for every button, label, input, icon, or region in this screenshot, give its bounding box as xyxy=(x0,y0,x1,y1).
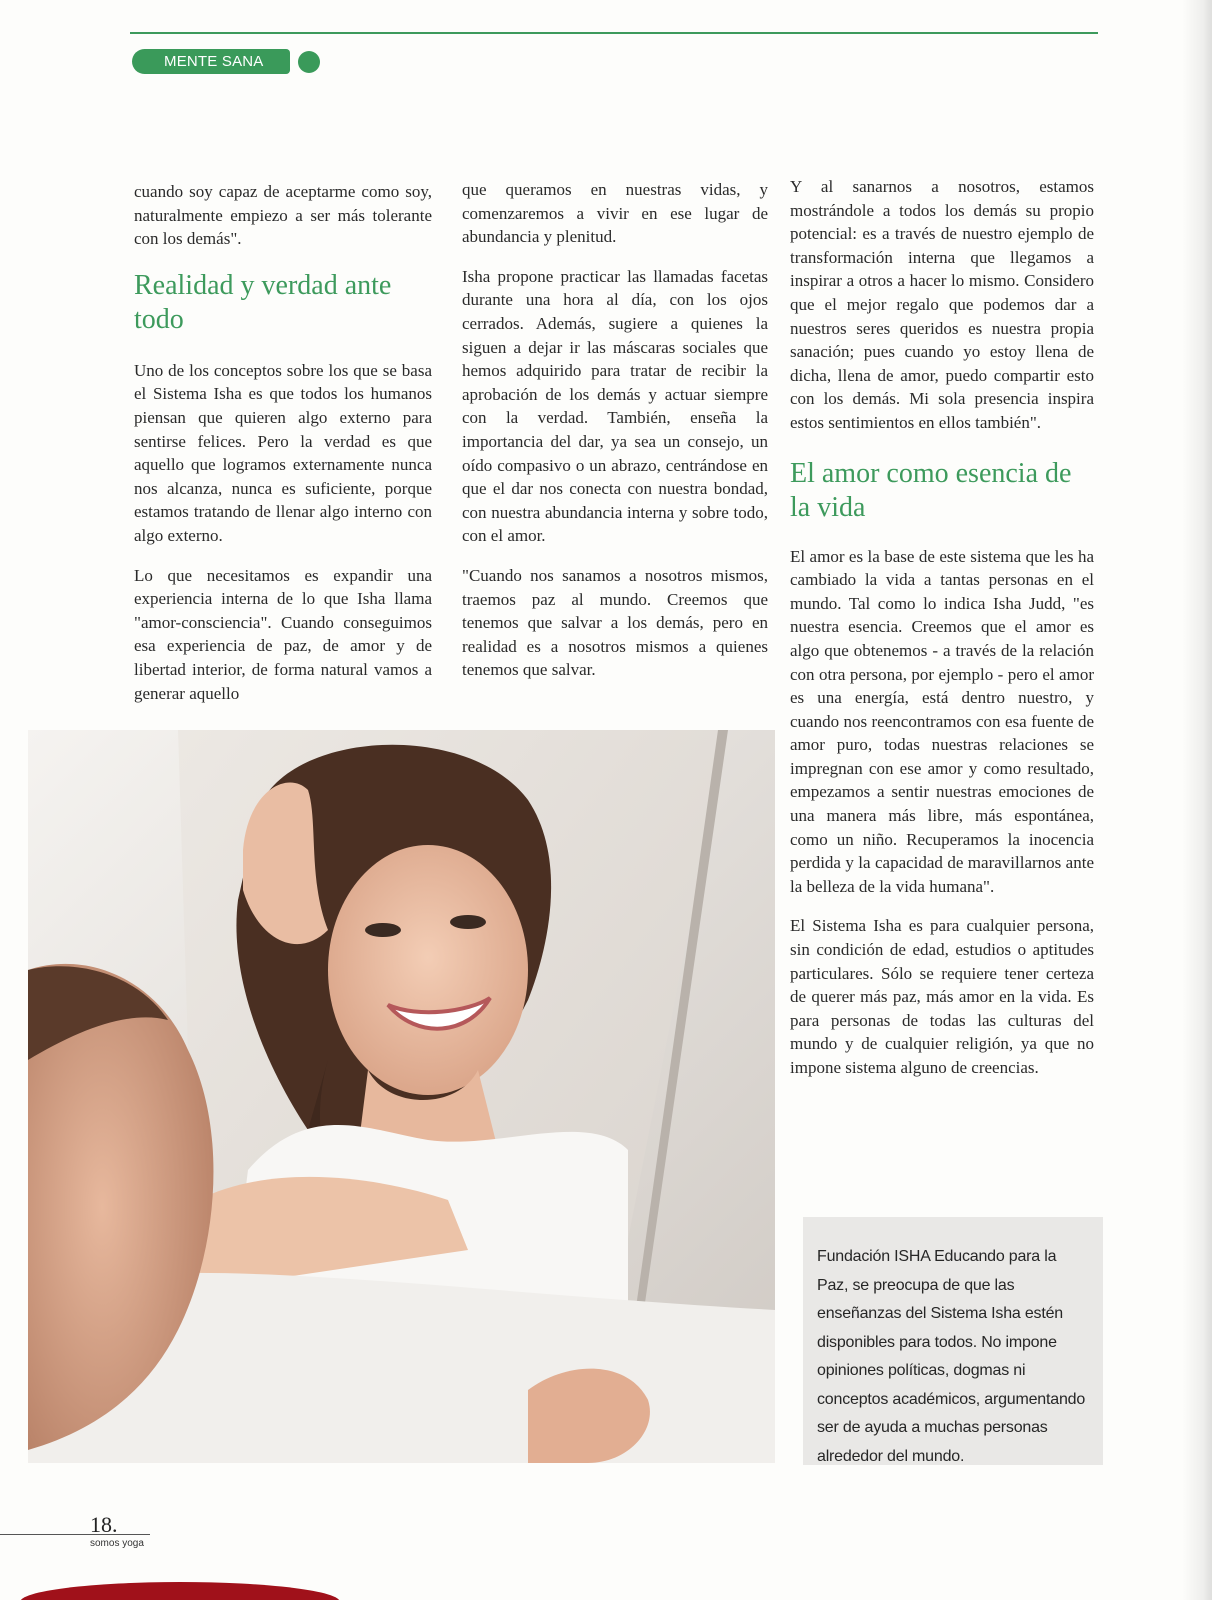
photo-woman-mirror xyxy=(28,730,775,1463)
col2-paragraph-1: que queramos en nuestras vidas, y comenzaremos a vivir en ese lugar de abundancia y plenitud. xyxy=(462,180,768,247)
column-3 xyxy=(790,175,1094,1096)
heading-amor: El amor como esencia de la vida xyxy=(790,457,1072,523)
col3-paragraph-2: El amor es la base de este sistema que les ha cambiado la vida a tantas personas en el mundo. Tal como lo indica Isha Judd, "es nuestra esencia. Creemos que el amor es algo que obtenemos - a través de la relación con otra persona, por ejemplo - pero el amor es una energía, está dentro nuestro, y cuando nos reencontramos con esa fuente de amor puro, todas nuestras relaciones se impregnan con ese amor y como resultado, empezamos a sentir nuestras emociones de una manera más libre, más espontánea, como un niño. Recuperamos la inocencia perdida y la capacidad de maravillarnos ante la belleza de la vida humana". xyxy=(790,546,1094,896)
footer-rule xyxy=(0,1534,150,1535)
col1-paragraph-2: Uno de los conceptos sobre los que se basa el Sistema Isha es que todos los humanos piensan que quieren algo externo para sentirse felices. Pero la verdad es que aquello que logramos externamente nunca nos alcanza, nunca es suficiente, porque estamos tratando de llenar algo interno con algo externo. xyxy=(134,360,432,545)
top-rule xyxy=(130,32,1098,34)
col1-paragraph-3: Lo que necesitamos es expandir una experiencia interna de lo que Isha llama "amor-consciencia". Cuando conseguimos esa experiencia de paz, de amor y de libertad interior, de forma natural vamos a generar aquello xyxy=(134,565,432,703)
page-number: 18. xyxy=(90,1512,118,1537)
section-tag xyxy=(132,49,320,74)
info-box xyxy=(803,1217,1103,1465)
col2-paragraph-3: "Cuando nos sanamos a nosotros mismos, traemos paz al mundo. Creemos que tenemos que salvar a los demás, pero en realidad es a nosotros mismos a quienes tenemos que salvar. xyxy=(462,565,768,680)
col3-paragraph-1: Y al sanarnos a nosotros, estamos mostrándole a todos los demás su propio potencial: es a través de nuestro ejemplo de transformación interna que llegamos a inspirar a otros a hacer lo mismo. Considero que el mejor regalo que podemos dar a nuestros seres queridos es nuestra propia sanación; pues cuando yo estoy llena de dicha, llena de amor, puedo compartir esto con los demás. Mi sola presencia inspira estos sentimientos en ellos también". xyxy=(790,177,1094,432)
col2-paragraph-2: Isha propone practicar las llamadas facetas durante una hora al día, con los ojos cerrados. Además, sugiere a quienes la siguen a dejar ir las máscaras sociales que hemos adquirido para tratar de recibir la aprobación de los demás y actuar siempre con la verdad. También, enseña la importancia del dar, ya sea un consejo, un oído compasivo o un abrazo, centrándose en que el dar nos conecta con nuestra bondad, con nuestra abundancia interna y sobre todo, con el amor. xyxy=(462,266,768,546)
column-1 xyxy=(134,180,432,721)
col3-paragraph-3: El Sistema Isha es para cualquier persona, sin condición de edad, estudios o aptitudes particulares. Sólo se requiere tener certeza de querer más paz, más amor en la vida. Es para personas de todas las culturas del mundo y de cualquier religión, ya que no impone sistema alguno de creencias. xyxy=(790,916,1094,1077)
section-label: MENTE SANA xyxy=(132,49,290,74)
col1-paragraph-1: cuando soy capaz de aceptarme como soy, naturalmente empiezo a ser más tolerante con los demás". xyxy=(134,182,432,249)
section-dot-icon xyxy=(298,51,320,73)
column-2 xyxy=(462,178,768,698)
heading-realidad: Realidad y verdad ante todo xyxy=(134,269,392,335)
magazine-name: somos yoga xyxy=(90,1538,144,1549)
bottom-decor xyxy=(20,1582,340,1600)
info-box-text: Fundación ISHA Educando para la Paz, se preocupa de que las enseñanzas del Sistema Isha estén disponibles para todos. No impone opiniones políticas, dogmas ni conceptos académicos, argumentando ser de ayuda a muchas personas alrededor del mundo. xyxy=(817,1248,1086,1465)
page-edge-shadow xyxy=(1182,0,1212,1600)
